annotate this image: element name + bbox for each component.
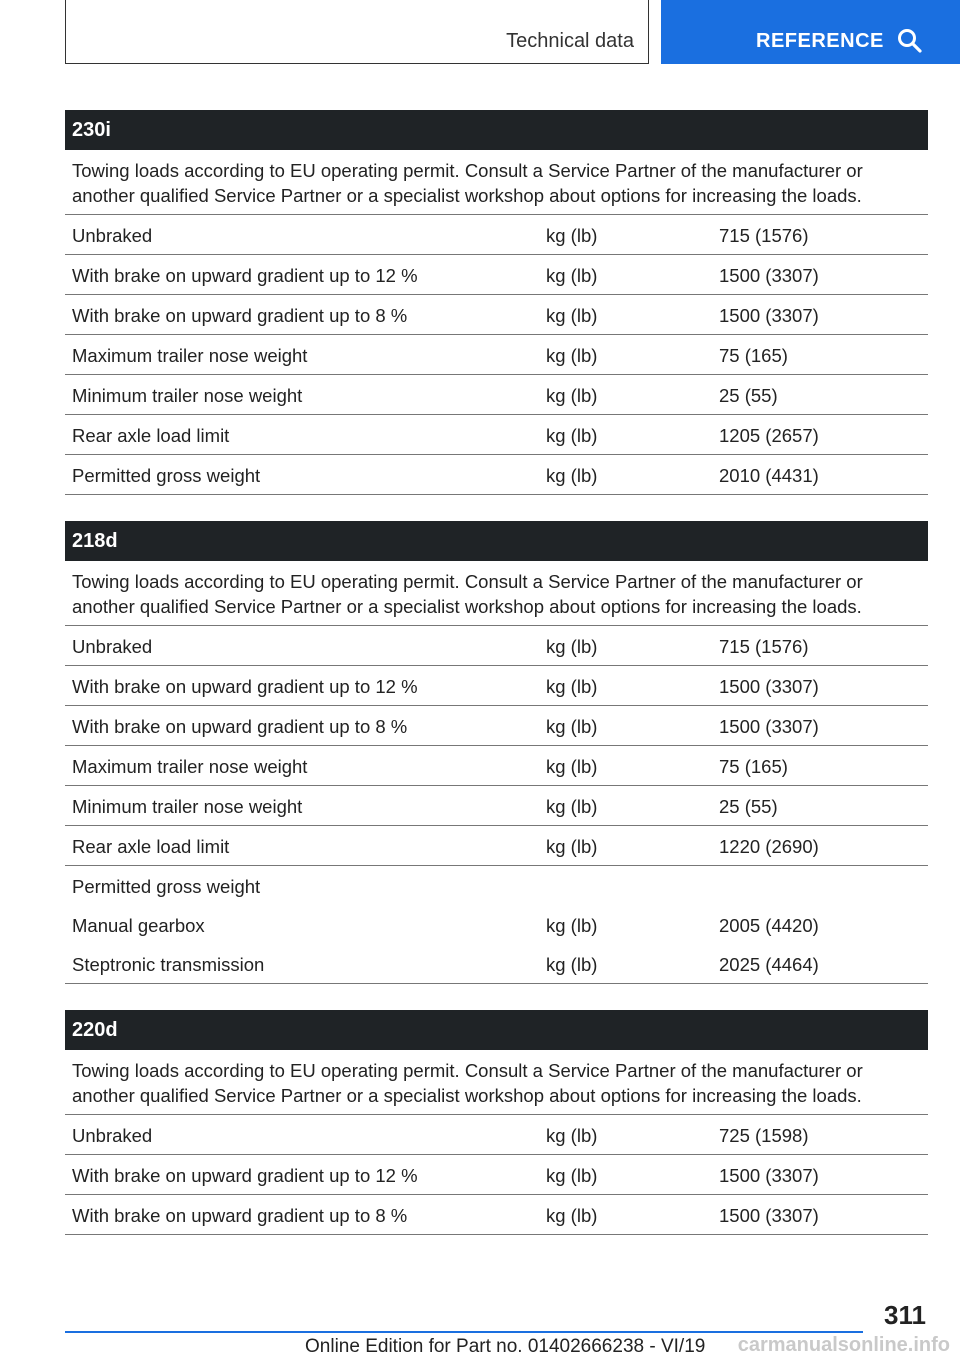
footer-divider (65, 1331, 863, 1333)
chapter-header-tab (65, 0, 649, 64)
section-description: Towing loads according to EU operating permit. Consult a Service Partner of the manufacturer or another qualified Service Partner or a specialist workshop about options for increasing the loads. (65, 561, 928, 626)
row-value: 2010 (4431) (719, 465, 819, 486)
table-row (65, 455, 928, 495)
page-number: 311 (884, 1300, 926, 1330)
table-row (65, 1155, 928, 1195)
row-value: 725 (1598) (719, 1125, 809, 1146)
row-label: Unbraked (72, 225, 153, 246)
row-value: 75 (165) (719, 345, 788, 366)
section-title: 218d (65, 521, 928, 561)
row-label: Permitted gross weight (72, 876, 261, 897)
reference-label: REFERENCE (756, 30, 884, 52)
row-unit: kg (lb) (546, 1165, 598, 1186)
row-value: 1500 (3307) (719, 716, 819, 737)
section-description: Towing loads according to EU operating permit. Consult a Service Partner of the manufacturer or another qualified Service Partner or a specialist workshop about options for increasing the loads. (65, 1050, 928, 1115)
row-value: 25 (55) (719, 385, 778, 406)
row-unit: kg (lb) (546, 345, 598, 366)
row-value: 75 (165) (719, 756, 788, 777)
chapter-title: Technical data (506, 30, 634, 52)
row-value: 715 (1576) (719, 225, 809, 246)
table-row (65, 905, 928, 944)
row-unit: kg (lb) (546, 636, 598, 657)
table-row (65, 866, 928, 905)
row-label: With brake on upward gradient up to 8 % (72, 1205, 408, 1226)
search-icon[interactable] (897, 28, 923, 59)
edition-text: Online Edition for Part no. 01402666238 - VI/19 (305, 1336, 706, 1357)
row-unit: kg (lb) (546, 716, 598, 737)
watermark: carmanualsonline.info (737, 1334, 950, 1356)
section-230i (65, 110, 928, 495)
row-label: Minimum trailer nose weight (72, 796, 303, 817)
row-unit: kg (lb) (546, 1125, 598, 1146)
row-label: With brake on upward gradient up to 8 % (72, 305, 408, 326)
reference-tab[interactable] (661, 0, 960, 64)
section-218d (65, 521, 928, 984)
row-value: 25 (55) (719, 796, 778, 817)
row-label: With brake on upward gradient up to 12 % (72, 265, 418, 286)
row-value: 715 (1576) (719, 636, 809, 657)
table-row (65, 1195, 928, 1235)
table-row (65, 746, 928, 786)
row-label: With brake on upward gradient up to 8 % (72, 716, 408, 737)
row-value: 1500 (3307) (719, 676, 819, 697)
row-label: Unbraked (72, 1125, 153, 1146)
row-label: Steptronic transmission (72, 954, 265, 975)
row-value: 1500 (3307) (719, 1205, 819, 1226)
row-unit: kg (lb) (546, 954, 598, 975)
row-value: 2025 (4464) (719, 954, 819, 975)
row-value: 1500 (3307) (719, 1165, 819, 1186)
table-row (65, 666, 928, 706)
row-value: 1500 (3307) (719, 305, 819, 326)
section-title: 230i (65, 110, 928, 150)
row-label: Manual gearbox (72, 915, 205, 936)
section-description: Towing loads according to EU operating permit. Consult a Service Partner of the manufacturer or another qualified Service Partner or a specialist workshop about options for increasing the loads. (65, 150, 928, 215)
row-unit: kg (lb) (546, 915, 598, 936)
table-row (65, 335, 928, 375)
table-row (65, 215, 928, 255)
row-unit: kg (lb) (546, 796, 598, 817)
table-row (65, 255, 928, 295)
table-row (65, 944, 928, 984)
row-unit: kg (lb) (546, 225, 598, 246)
table-row (65, 706, 928, 746)
table-row (65, 415, 928, 455)
row-label: Minimum trailer nose weight (72, 385, 303, 406)
row-unit: kg (lb) (546, 756, 598, 777)
row-label: Maximum trailer nose weight (72, 345, 308, 366)
row-label: Rear axle load limit (72, 836, 230, 857)
table-row (65, 1115, 928, 1155)
row-label: Maximum trailer nose weight (72, 756, 308, 777)
row-label: Permitted gross weight (72, 465, 261, 486)
row-unit: kg (lb) (546, 385, 598, 406)
row-label: With brake on upward gradient up to 12 % (72, 1165, 418, 1186)
row-unit: kg (lb) (546, 305, 598, 326)
section-title: 220d (65, 1010, 928, 1050)
row-label: Unbraked (72, 636, 153, 657)
table-row (65, 375, 928, 415)
row-unit: kg (lb) (546, 1205, 598, 1226)
row-label: With brake on upward gradient up to 12 % (72, 676, 418, 697)
table-row (65, 826, 928, 866)
row-unit: kg (lb) (546, 836, 598, 857)
row-unit: kg (lb) (546, 425, 598, 446)
row-unit: kg (lb) (546, 676, 598, 697)
row-unit: kg (lb) (546, 465, 598, 486)
row-unit: kg (lb) (546, 265, 598, 286)
row-value: 1500 (3307) (719, 265, 819, 286)
section-220d (65, 1010, 928, 1235)
row-value: 1220 (2690) (719, 836, 819, 857)
table-row (65, 786, 928, 826)
row-value: 1205 (2657) (719, 425, 819, 446)
row-label: Rear axle load limit (72, 425, 230, 446)
table-row (65, 626, 928, 666)
table-row (65, 295, 928, 335)
row-value: 2005 (4420) (719, 915, 819, 936)
